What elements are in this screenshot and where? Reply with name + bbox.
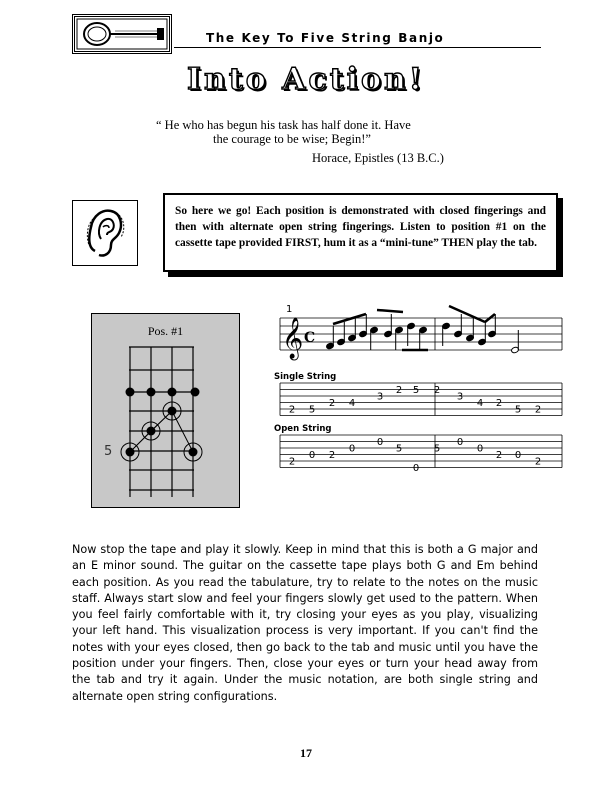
tab-number: 4 bbox=[348, 398, 356, 409]
intro-box bbox=[163, 193, 558, 272]
header-title: The Key To Five String Banjo bbox=[206, 31, 445, 45]
tab-number: 2 bbox=[433, 385, 441, 396]
tab-number: 5 bbox=[308, 404, 316, 416]
open-string-tab bbox=[270, 433, 565, 479]
tab-number: 0 bbox=[376, 437, 384, 448]
tab-number: 5 bbox=[412, 385, 420, 396]
single-string-label: Single String bbox=[274, 372, 337, 382]
note-beam bbox=[333, 314, 366, 324]
quote-line-1: “ He who has begun his task has half done it. Have bbox=[156, 118, 411, 132]
chord-diagram bbox=[91, 313, 240, 508]
tab-number: 2 bbox=[395, 385, 403, 396]
tab-number: 0 bbox=[412, 463, 420, 474]
tab-number: 2 bbox=[288, 456, 296, 468]
body-text: Now stop the tape and play it slowly. Keep in mind that this is both a G major and an E minor sound. The guitar on the cassette tape plays both G and Em behind each position. As you read the tabulature, try to relate to the notes on the music staff. Always start slow and feel your fingers slowly get used to the pattern. When you feel fairly comfortable with it, try closing your eyes as you play, visualizing your left hand. This visualization process is very important. If you can't find the notes with your eyes closed, then go back to the tab and music until you have the position under your fingers. Then, close your eyes or turn your head away from the tab and try it again. Under the music notation, are both single string and alternate open string configurations. bbox=[72, 543, 538, 703]
treble-clef-icon: 𝄞 bbox=[282, 318, 304, 359]
quote-line-2: the courage to be wise; Begin!” bbox=[213, 132, 371, 146]
tab-number: 4 bbox=[476, 398, 484, 409]
measure-number: 1 bbox=[286, 304, 293, 315]
note-beam bbox=[449, 306, 485, 322]
common-time-icon: C bbox=[304, 330, 316, 346]
tab-number: 3 bbox=[376, 391, 384, 403]
intro-text: So here we go! Each position is demonstrated with closed fingerings and then with alternate open string fingerings. Listen to position #1 on the cassette tape provided FIRST, hum it as a “mini-tune” THEN play the tab. bbox=[175, 205, 546, 249]
tab-number: 0 bbox=[348, 443, 356, 455]
single-string-tab bbox=[270, 381, 565, 421]
open-string-label: Open String bbox=[274, 424, 332, 434]
tab-number: 5 bbox=[514, 404, 522, 416]
tab-number: 5 bbox=[395, 443, 403, 455]
tab-number: 5 bbox=[433, 443, 441, 455]
banjo-logo-icon bbox=[72, 14, 172, 54]
tab-number: 2 bbox=[328, 398, 336, 409]
page-title: Into Action! bbox=[187, 62, 425, 97]
tab-number: 2 bbox=[328, 450, 336, 461]
tab-number: 0 bbox=[308, 450, 316, 461]
music-staff bbox=[270, 300, 565, 362]
tab-number: 0 bbox=[476, 443, 484, 455]
tab-number: 0 bbox=[456, 437, 464, 448]
tab-number: 2 bbox=[495, 450, 503, 461]
tab-number: 3 bbox=[456, 391, 464, 403]
header-rule bbox=[174, 47, 541, 48]
page-number: 17 bbox=[300, 746, 312, 760]
tab-number: 2 bbox=[534, 404, 542, 416]
fret-number: 5 bbox=[104, 444, 113, 459]
tab-number: 0 bbox=[514, 450, 522, 461]
tab-number: 2 bbox=[495, 398, 503, 409]
position-label: Pos. #1 bbox=[147, 324, 184, 338]
ear-icon bbox=[72, 200, 138, 266]
tab-number: 2 bbox=[534, 456, 542, 468]
quote-source: Horace, Epistles (13 B.C.) bbox=[312, 151, 444, 165]
tab-number: 2 bbox=[288, 404, 296, 416]
note-beam bbox=[377, 310, 403, 312]
